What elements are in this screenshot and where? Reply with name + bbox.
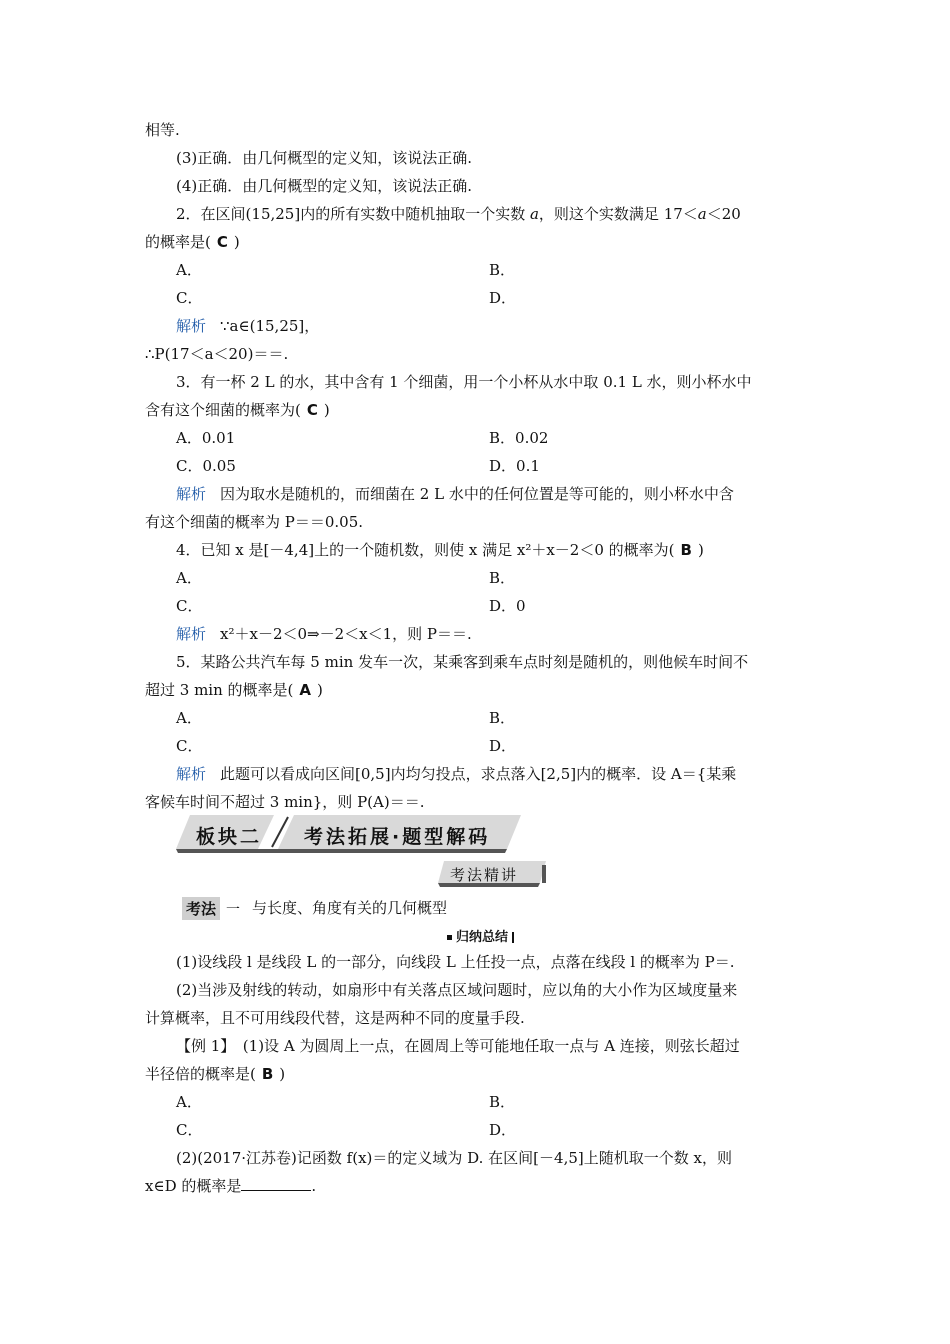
option-c: C．0.05 xyxy=(176,457,236,475)
answer: C xyxy=(216,233,228,251)
banner-left-title: 板块二 xyxy=(196,826,263,848)
option-b: B．0.02 xyxy=(489,429,549,447)
summary-header xyxy=(447,926,514,945)
text-fragment: 此题可以看成向区间[0,5]内均匀投点，求点落入[2,5]内的概率．设 A＝{某乘 xyxy=(220,765,737,783)
question-2-line-1 xyxy=(176,204,741,224)
option-b: B． xyxy=(489,1093,516,1111)
option-c: C． xyxy=(176,597,203,615)
text-line: 相等. xyxy=(145,121,180,139)
answer-blank xyxy=(241,1176,311,1191)
example-1-line-2 xyxy=(145,1064,285,1084)
text-fragment: ，则这个实数满足 17＜ xyxy=(538,205,698,223)
example-1-line-1: 【例 1】 (1)设 A 为圆周上一点，在圆周上等可能地任取一点与 A 连接，则弦长超过 xyxy=(176,1037,740,1055)
variable: a xyxy=(529,205,539,223)
method-number: 一 xyxy=(226,902,240,918)
text-fragment: ＜20 xyxy=(706,205,741,223)
summary-label: 归纳总结 xyxy=(456,930,509,945)
text-fragment: x²＋x－2＜0⇒－2＜x＜1，则 P＝＝. xyxy=(220,625,472,643)
method-tag xyxy=(176,894,238,920)
option-c: C． xyxy=(176,737,203,755)
sub-banner-title: 考法精讲 xyxy=(450,866,519,884)
option-d: D．0.1 xyxy=(489,457,540,475)
answer: A xyxy=(299,681,311,699)
question-5-line-2 xyxy=(145,680,323,700)
text-fragment: ) xyxy=(317,681,323,699)
solution-line xyxy=(176,316,319,336)
text-fragment: 4．已知 x 是[－4,4]上的一个随机数，则使 x 满足 x²＋x－2＜0 的概率为( xyxy=(176,541,675,559)
option-a: A． xyxy=(176,261,202,279)
example-1-part-2-line-1: (2)(2017·江苏卷)记函数 f(x)＝的定义域为 D. 在区间[－4,5]上随机取一个数 x，则 xyxy=(176,1149,732,1167)
solution-line: 客候车时间不超过 3 min}，则 P(A)＝＝. xyxy=(145,793,425,811)
question-4-line-1 xyxy=(176,540,704,560)
solution-line: ∴P(17＜a＜20)＝＝. xyxy=(145,345,289,363)
text-fragment: ) xyxy=(279,1065,286,1083)
answer: C xyxy=(306,401,318,419)
option-c: C． xyxy=(176,289,203,307)
text-line: (2)当涉及射线的转动，如扇形中有关落点区域问题时，应以角的大小作为区域度量来 xyxy=(176,981,738,999)
variable: a xyxy=(697,205,707,223)
text-fragment: ) xyxy=(697,541,704,559)
option-a: A． xyxy=(176,709,202,727)
sub-banner xyxy=(438,861,546,887)
text-fragment: ) xyxy=(323,401,330,419)
text-line: 计算概率，且不可用线段代替，这是两种不同的度量手段. xyxy=(145,1009,525,1027)
example-1-part-2-line-2 xyxy=(145,1176,316,1196)
text-line: (3)正确．由几何概型的定义知，该说法正确. xyxy=(176,149,473,167)
solution-line xyxy=(176,484,734,504)
option-c: C． xyxy=(176,1121,203,1139)
jiexi-label: 解析 xyxy=(176,317,207,335)
section-banner xyxy=(176,815,521,855)
method-label: 考法 xyxy=(182,897,220,920)
question-5-line-1: 5．某路公共汽车每 5 min 发车一次，某乘客到乘车点时刻是随机的，则他候车时间不 xyxy=(176,653,749,671)
text-fragment: ∵a∈(15,25]， xyxy=(220,317,320,335)
solution-line xyxy=(176,764,736,784)
option-a: A． xyxy=(176,1093,202,1111)
option-d: D． xyxy=(489,1121,517,1139)
text-fragment: 含有这个细菌的概率为( xyxy=(145,401,301,419)
text-fragment: 的概率是( xyxy=(145,233,211,251)
question-2-line-2 xyxy=(145,232,240,252)
text-fragment: ) xyxy=(233,233,240,251)
text-fragment: 因为取水是随机的，而细菌在 2 L 水中的任何位置是等可能的，则小杯水中含 xyxy=(220,485,734,503)
jiexi-label: 解析 xyxy=(176,765,207,783)
banner-right-title: 考法拓展·题型解码 xyxy=(304,826,491,848)
option-b: B． xyxy=(489,709,516,727)
text-fragment: 超过 3 min 的概率是( xyxy=(145,681,294,699)
bar-mark-icon xyxy=(512,932,514,943)
square-bullet-icon xyxy=(447,935,452,940)
text-fragment: 半径倍的概率是( xyxy=(145,1065,256,1083)
method-title: 与长度、角度有关的几何概型 xyxy=(252,899,448,917)
text-line: (1)设线段 l 是线段 L 的一部分，向线段 L 上任投一点，点落在线段 l 的概率为 P＝. xyxy=(176,953,735,971)
question-3-line-2 xyxy=(145,400,330,420)
option-b: B． xyxy=(489,261,516,279)
option-d: D． xyxy=(489,737,517,755)
option-a: A． xyxy=(176,569,202,587)
question-3-line-1: 3．有一杯 2 L 的水，其中含有 1 个细菌，用一个小杯从水中取 0.1 L 水，则小杯水中 xyxy=(176,373,752,391)
option-d: D． xyxy=(489,289,517,307)
solution-line xyxy=(176,624,472,644)
text-fragment: . xyxy=(311,1177,317,1195)
option-d: D．0 xyxy=(489,597,526,615)
answer: B xyxy=(680,541,692,559)
option-a: A．0.01 xyxy=(176,429,236,447)
text-fragment: x∈D 的概率是 xyxy=(145,1177,242,1195)
answer: B xyxy=(261,1065,274,1083)
text-fragment: 2．在区间(15,25]内的所有实数中随机抽取一个实数 xyxy=(176,205,530,223)
jiexi-label: 解析 xyxy=(176,485,207,503)
text-line: (4)正确．由几何概型的定义知，该说法正确. xyxy=(176,177,473,195)
solution-line: 有这个细菌的概率为 P＝＝0.05. xyxy=(145,513,364,531)
jiexi-label: 解析 xyxy=(176,625,207,643)
option-b: B． xyxy=(489,569,516,587)
